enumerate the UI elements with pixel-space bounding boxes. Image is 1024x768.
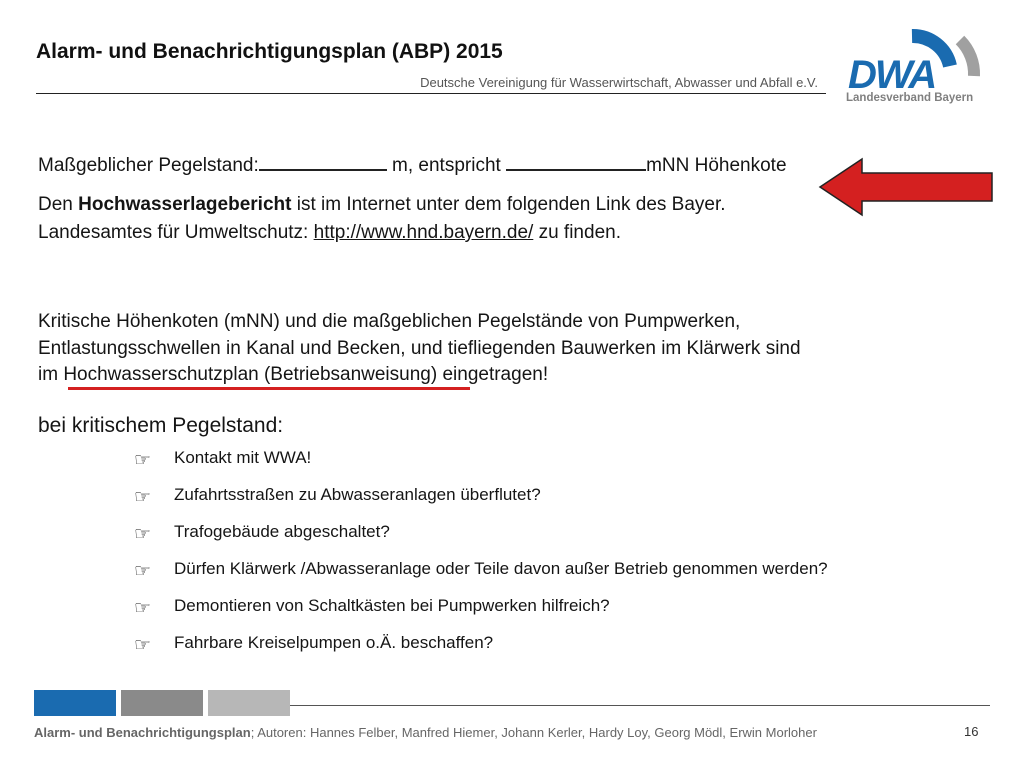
pointing-hand-icon: ☞	[134, 560, 152, 582]
elevation-unit: mNN Höhenkote	[646, 155, 787, 176]
footer-bar-gray	[121, 690, 203, 716]
footer-bar-light-gray	[208, 690, 290, 716]
critical-para-line3	[38, 364, 548, 386]
footer-divider	[290, 705, 990, 706]
gauge-unit: m, entspricht	[386, 155, 507, 176]
report-text-a: Den	[38, 194, 79, 215]
pointing-hand-icon: ☞	[134, 523, 152, 545]
logo-arc-gray	[960, 40, 974, 76]
logo-wordmark: DWA	[848, 53, 936, 97]
elevation-blank	[506, 169, 646, 171]
list-item	[134, 522, 828, 559]
header-divider	[36, 93, 826, 94]
gauge-level-line	[38, 155, 787, 177]
protection-plan-ref: Hochwasserschutzplan (Betriebsanweisung)	[63, 364, 438, 385]
list-item-text: Kontakt mit WWA!	[174, 448, 312, 467]
organization-name: Deutsche Vereinigung für Wasserwirtschaft, Abwasser und Abfall e.V.	[420, 75, 818, 90]
report-text-d: zu finden.	[533, 222, 621, 243]
checklist	[134, 448, 828, 670]
report-bold: Hochwasserlagebericht	[78, 194, 292, 215]
logo-subtitle: Landesverband Bayern	[846, 92, 974, 104]
report-line	[38, 194, 726, 216]
footer-authors: ; Autoren: Hannes Felber, Manfred Hiemer, Johann Kerler, Hardy Loy, Georg Mödl, Erwin Morloher	[250, 725, 817, 740]
slide-title: Alarm- und Benachrichtigungsplan (ABP) 2015	[36, 40, 503, 63]
list-item	[134, 559, 828, 596]
list-item-text: Demontieren von Schaltkästen bei Pumpwerken hilfreich?	[174, 596, 610, 615]
red-arrow-icon	[818, 157, 994, 217]
critical-para-line2: Entlastungsschwellen in Kanal und Becken, und tiefliegenden Bauwerken im Klärwerk sind	[38, 338, 801, 359]
page-number: 16	[964, 724, 979, 739]
report-text-c: Landesamtes für Umweltschutz:	[38, 222, 314, 243]
footer-bar-blue	[34, 690, 116, 716]
list-item-text: Trafogebäude abgeschaltet?	[174, 522, 390, 541]
pointing-hand-icon: ☞	[134, 449, 152, 471]
critical-heading: bei kritischem Pegelstand:	[38, 414, 284, 437]
gauge-blank	[259, 169, 387, 171]
footer-credits	[34, 725, 817, 740]
para-text-a: im	[38, 364, 64, 385]
pointing-hand-icon: ☞	[134, 634, 152, 656]
list-item	[134, 633, 828, 670]
list-item-text: Dürfen Klärwerk /Abwasseranlage oder Teile davon außer Betrieb genommen werden?	[174, 559, 828, 578]
footer-title: Alarm- und Benachrichtigungsplan	[34, 725, 251, 740]
list-item-text: Fahrbare Kreiselpumpen o.Ä. beschaffen?	[174, 633, 494, 652]
critical-para-line1: Kritische Höhenkoten (mNN) und die maßgeblichen Pegelstände von Pumpwerken,	[38, 311, 741, 332]
report-text-b: ist im Internet unter dem folgenden Link des Bayer.	[291, 194, 726, 215]
list-item-text: Zufahrtsstraßen zu Abwasseranlagen überflutet?	[174, 485, 541, 504]
list-item	[134, 485, 828, 522]
para-text-b: eingetragen!	[437, 364, 549, 385]
pointing-hand-icon: ☞	[134, 486, 152, 508]
report-link-line	[38, 222, 621, 244]
hnd-link[interactable]: http://www.hnd.bayern.de/	[313, 222, 534, 243]
list-item	[134, 448, 828, 485]
red-underline-mark	[68, 387, 470, 390]
gauge-label: Maßgeblicher Pegelstand:	[38, 155, 259, 176]
list-item	[134, 596, 828, 633]
pointing-hand-icon: ☞	[134, 597, 152, 619]
